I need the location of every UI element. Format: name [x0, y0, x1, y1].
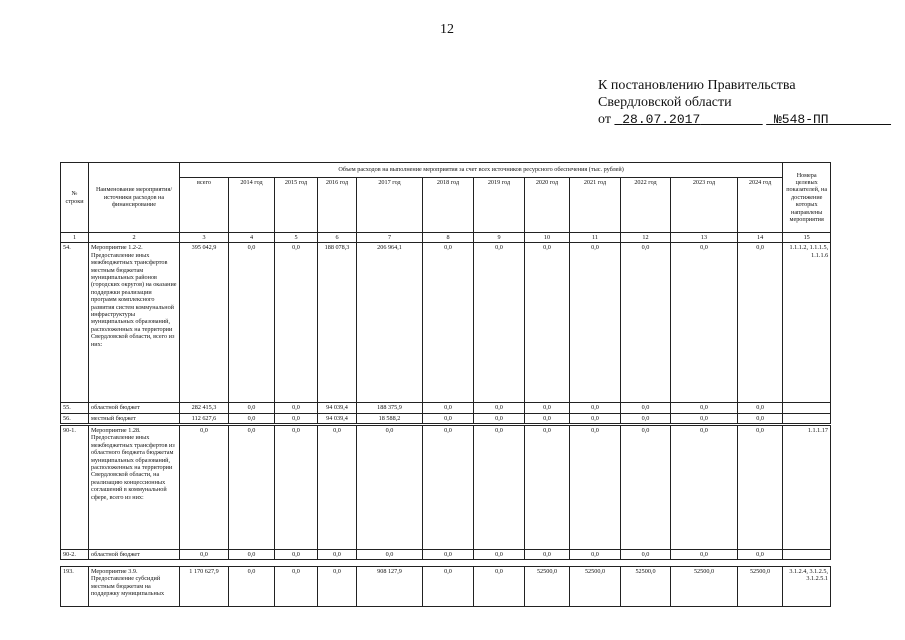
value-cell: 0,0 — [525, 243, 570, 403]
expenses-table-part-3 — [60, 566, 831, 607]
column-number: 6 — [318, 233, 357, 243]
value-cell: 0,0 — [738, 550, 783, 560]
year-header: 2018 год — [423, 178, 474, 233]
from-label: от — [598, 112, 611, 127]
row-name-cell: областной бюджет — [89, 403, 180, 413]
value-cell: 0,0 — [474, 550, 525, 560]
value-cell: 0,0 — [229, 243, 275, 403]
row-number-cell: 90-1. — [61, 426, 89, 550]
row-name-cell: Мероприятие 1.28. Предоставление иных межбюджетных трансфертов из областного бюджета бюджетам муниципальных образований, расположенных на территории Свердловской области, на реализацию концессионных соглашений в коммунальной сфере, всего из них: — [89, 426, 180, 550]
row-name-cell: областной бюджет — [89, 550, 180, 560]
value-cell: 0,0 — [474, 567, 525, 607]
header-volume: Объем расходов на выполнение мероприятия за счет всех источников ресурсного обеспечения (тыс. рублей) — [180, 163, 783, 178]
header-row-number: № строки — [61, 163, 89, 233]
value-cell: 0,0 — [474, 243, 525, 403]
value-cell: 0,0 — [423, 403, 474, 413]
value-cell: 0,0 — [229, 550, 275, 560]
header-line-3 — [598, 111, 891, 128]
expenses-table — [60, 162, 831, 424]
table-row — [61, 413, 831, 423]
value-cell: 52500,0 — [570, 567, 621, 607]
column-number: 12 — [621, 233, 671, 243]
value-cell: 0,0 — [738, 413, 783, 423]
value-cell: 94 039,4 — [318, 403, 357, 413]
header-line-2: Свердловской области — [598, 95, 732, 110]
value-cell: 0,0 — [423, 550, 474, 560]
value-cell: 0,0 — [318, 426, 357, 550]
value-cell: 0,0 — [275, 403, 318, 413]
value-cell: 94 039,4 — [318, 413, 357, 423]
value-cell: 0,0 — [474, 426, 525, 550]
row-name-cell: местный бюджет — [89, 413, 180, 423]
value-cell: 18 588,2 — [357, 413, 423, 423]
target-cell: 1.1.1.2, 1.1.1.5, 1.1.1.6 — [783, 243, 831, 403]
document-number: №548-ПП — [774, 112, 829, 127]
row-number-cell: 56. — [61, 413, 89, 423]
value-cell: 52500,0 — [525, 567, 570, 607]
target-cell — [783, 413, 831, 423]
column-number: 1 — [61, 233, 89, 243]
value-cell: 908 127,9 — [357, 567, 423, 607]
document-date: 28.07.2017 — [622, 112, 701, 127]
value-cell: 0,0 — [738, 243, 783, 403]
header-line-1: К постановлению Правительства — [598, 78, 796, 93]
target-cell: 3.1.2.4, 3.1.2.5, 3.1.2.5.1 — [783, 567, 831, 607]
expenses-table-part-2 — [60, 425, 831, 560]
value-cell: 0,0 — [423, 413, 474, 423]
value-cell: 0,0 — [474, 403, 525, 413]
value-cell: 0,0 — [525, 413, 570, 423]
value-cell: 0,0 — [671, 426, 738, 550]
column-number: 2 — [89, 233, 180, 243]
value-cell: 52500,0 — [621, 567, 671, 607]
year-header: 2024 год — [738, 178, 783, 233]
value-cell: 282 415,3 — [180, 403, 229, 413]
value-cell: 52500,0 — [738, 567, 783, 607]
value-cell: 0,0 — [423, 243, 474, 403]
column-number: 7 — [357, 233, 423, 243]
value-cell: 0,0 — [318, 550, 357, 560]
value-cell: 0,0 — [621, 243, 671, 403]
year-header: 2023 год — [671, 178, 738, 233]
header-target: Номера целевых показателей, на достижение которых направлены мероприятия — [783, 163, 831, 233]
value-cell: 395 042,9 — [180, 243, 229, 403]
year-header: всего — [180, 178, 229, 233]
value-cell: 188 375,9 — [357, 403, 423, 413]
value-cell: 188 078,3 — [318, 243, 357, 403]
value-cell: 0,0 — [671, 243, 738, 403]
value-cell: 0,0 — [525, 550, 570, 560]
value-cell: 0,0 — [621, 426, 671, 550]
target-cell: 1.1.1.17 — [783, 426, 831, 550]
target-cell — [783, 403, 831, 413]
row-number-cell: 90-2. — [61, 550, 89, 560]
value-cell: 0,0 — [423, 567, 474, 607]
value-cell: 0,0 — [570, 243, 621, 403]
value-cell: 0,0 — [180, 550, 229, 560]
value-cell: 0,0 — [318, 567, 357, 607]
year-header: 2016 год — [318, 178, 357, 233]
value-cell: 52500,0 — [671, 567, 738, 607]
value-cell: 0,0 — [275, 426, 318, 550]
value-cell: 0,0 — [570, 403, 621, 413]
year-header: 2015 год — [275, 178, 318, 233]
table-row — [61, 550, 831, 560]
page-number: 12 — [440, 22, 454, 37]
column-number: 11 — [570, 233, 621, 243]
value-cell: 0,0 — [275, 243, 318, 403]
value-cell: 0,0 — [229, 403, 275, 413]
column-number: 4 — [229, 233, 275, 243]
year-header: 2022 год — [621, 178, 671, 233]
value-cell: 0,0 — [275, 567, 318, 607]
value-cell: 0,0 — [229, 426, 275, 550]
value-cell: 0,0 — [275, 413, 318, 423]
value-cell: 0,0 — [357, 550, 423, 560]
year-header: 2017 год — [357, 178, 423, 233]
value-cell: 0,0 — [621, 413, 671, 423]
value-cell: 0,0 — [357, 426, 423, 550]
column-number: 14 — [738, 233, 783, 243]
value-cell: 0,0 — [229, 567, 275, 607]
column-number: 15 — [783, 233, 831, 243]
table-row — [61, 243, 831, 403]
value-cell: 0,0 — [570, 413, 621, 423]
table-row — [61, 426, 831, 550]
value-cell: 0,0 — [570, 550, 621, 560]
year-header: 2019 год — [474, 178, 525, 233]
column-number: 10 — [525, 233, 570, 243]
column-number: 3 — [180, 233, 229, 243]
year-header: 2014 год — [229, 178, 275, 233]
value-cell: 0,0 — [180, 426, 229, 550]
column-number: 8 — [423, 233, 474, 243]
value-cell: 1 170 627,9 — [180, 567, 229, 607]
value-cell: 0,0 — [525, 426, 570, 550]
table-row — [61, 567, 831, 607]
value-cell: 0,0 — [671, 413, 738, 423]
value-cell: 0,0 — [229, 413, 275, 423]
value-cell: 0,0 — [275, 550, 318, 560]
value-cell: 0,0 — [423, 426, 474, 550]
value-cell: 206 964,1 — [357, 243, 423, 403]
row-number-cell: 193. — [61, 567, 89, 607]
row-name-cell: Мероприятие 3.9. Предоставление субсидий местным бюджетам на поддержку муниципальных — [89, 567, 180, 607]
year-header: 2020 год — [525, 178, 570, 233]
value-cell: 0,0 — [671, 403, 738, 413]
column-number: 13 — [671, 233, 738, 243]
value-cell: 0,0 — [525, 403, 570, 413]
value-cell: 0,0 — [474, 413, 525, 423]
row-number-cell: 54. — [61, 243, 89, 403]
column-number-row — [61, 233, 831, 243]
value-cell: 0,0 — [738, 426, 783, 550]
value-cell: 0,0 — [621, 403, 671, 413]
table-row — [61, 403, 831, 413]
document-header — [598, 77, 891, 128]
value-cell: 0,0 — [570, 426, 621, 550]
value-cell: 0,0 — [738, 403, 783, 413]
row-name-cell: Мероприятие 1.2-2. Предоставление иных межбюджетных трансфертов местным бюджетам муниципальных районов (городских округов) на оказание поддержки реализации программ комплексного развития систем коммунальной инфраструктуры муниципальных образований, расположенных на территории Свердловской области, всего из них: — [89, 243, 180, 403]
value-cell: 0,0 — [671, 550, 738, 560]
row-number-cell: 55. — [61, 403, 89, 413]
year-header: 2021 год — [570, 178, 621, 233]
target-cell — [783, 550, 831, 560]
header-name: Наименование мероприятия/источники расходов на финансирование — [89, 163, 180, 233]
value-cell: 112 627,6 — [180, 413, 229, 423]
column-number: 9 — [474, 233, 525, 243]
value-cell: 0,0 — [621, 550, 671, 560]
column-number: 5 — [275, 233, 318, 243]
